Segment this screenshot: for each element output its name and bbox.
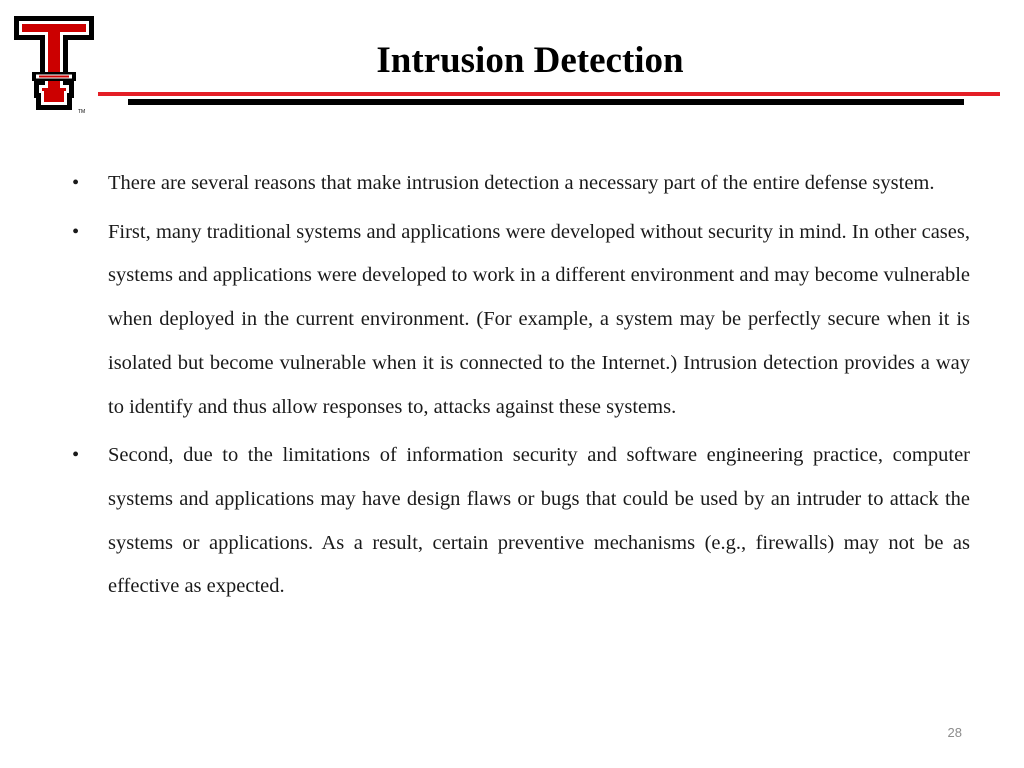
trademark-text: TM bbox=[78, 109, 86, 114]
bullet-text: Second, due to the limitations of information security and software engineering practice, computer systems and applications may have design flaws or bugs that could be used by an intruder to attack the systems or applications. As a result, certain preventive mechanisms (e.g., firewalls) may not be as effective as expected. bbox=[108, 444, 970, 598]
bullet-item bbox=[72, 162, 970, 206]
slide-body bbox=[72, 162, 970, 614]
title-underline-red bbox=[98, 92, 1000, 96]
bullet-text: First, many traditional systems and applications were developed without security in mind. In other cases, systems and applications were developed to work in a different environment and may become vulnerable when deployed in the current environment. (For example, a system may be perfectly secure when it is isolated but become vulnerable when it is connected to the Internet.) Intrusion detection provides a way to identify and thus allow responses to, attacks against these systems. bbox=[108, 220, 970, 418]
page-number: 28 bbox=[947, 725, 962, 740]
bullet-item bbox=[72, 434, 970, 609]
bullet-list bbox=[72, 162, 970, 609]
bullet-text: There are several reasons that make intrusion detection a necessary part of the entire defense system. bbox=[108, 172, 935, 194]
bullet-marker: • bbox=[72, 172, 80, 194]
texas-tech-logo-icon bbox=[12, 14, 100, 114]
bullet-marker: • bbox=[72, 444, 80, 467]
title-underline-black bbox=[128, 99, 964, 105]
bullet-marker: • bbox=[72, 220, 80, 243]
slide-title: Intrusion Detection bbox=[376, 40, 684, 81]
bullet-item bbox=[72, 211, 970, 430]
